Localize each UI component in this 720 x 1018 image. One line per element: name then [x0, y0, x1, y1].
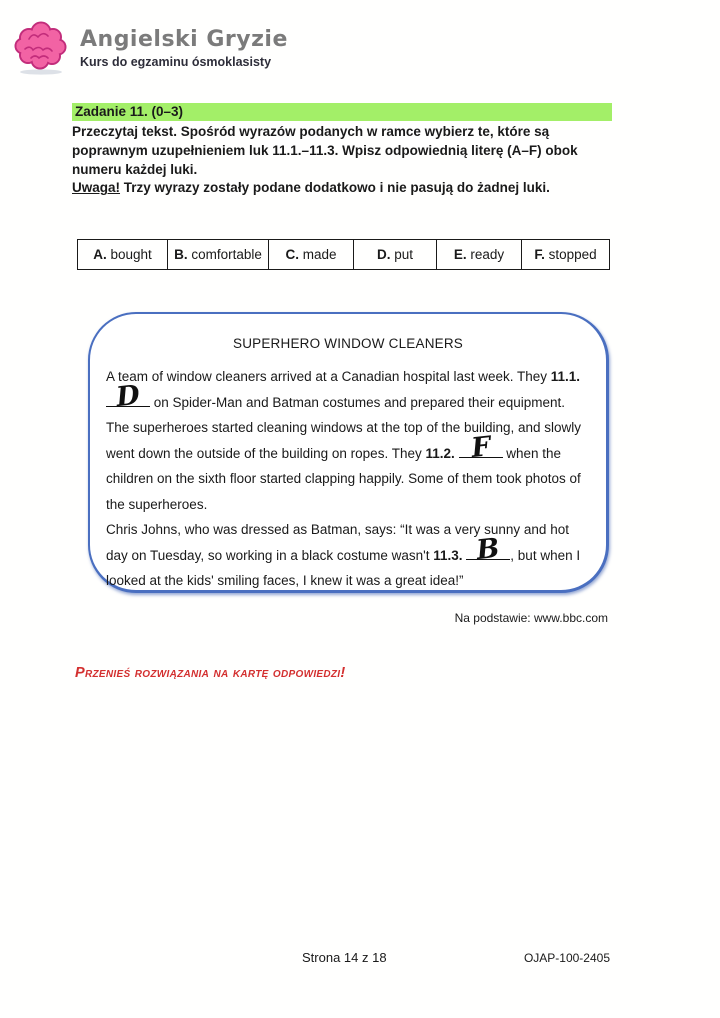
handwritten-answer: D — [114, 379, 142, 413]
option-letter: C. — [285, 247, 299, 262]
answer-blank[interactable] — [466, 532, 510, 566]
gap-label: 11.3. — [433, 547, 463, 563]
word-bank-row — [78, 240, 610, 270]
gap-label: 11.2. — [425, 445, 455, 461]
option-letter: D. — [376, 247, 391, 262]
option-word: bought — [106, 247, 152, 262]
word-bank-cell — [437, 240, 522, 270]
word-bank-table — [77, 239, 610, 270]
task-note — [72, 179, 612, 198]
option-word: stopped — [544, 247, 597, 262]
source-attribution: Na podstawie: www.bbc.com — [454, 611, 608, 625]
option-letter: A. — [93, 247, 107, 262]
passage-text: A team of window cleaners arrived at a Canadian hospital last week. They 11.1. D on Spider-Man and Batman costumes and prepared their equipment. The superheroes started cleaning windows at the top of the building, and slowly went down the outside of the building on ropes. They 11.2. F when the children on the sixth floor started clapping happily. Some of them took photos of the superheroes. Chris Johns, who was dressed as Batman, says: “It was a very sunny and hot day on Tuesday, so working in a black costume wasn't 11.3. B , but when I looked at the kids' smiling faces, I knew it was a great idea!” — [106, 369, 582, 588]
brand-text — [80, 27, 288, 69]
handwritten-answer: B — [475, 532, 502, 566]
brand-title: Angielski Gryzie — [80, 27, 288, 52]
option-word: put — [390, 247, 414, 262]
brand-tagline: Kurs do egzaminu ósmoklasisty — [80, 55, 272, 69]
option-letter: F. — [534, 247, 545, 262]
answer-blank[interactable] — [459, 430, 503, 464]
option-word: comfortable — [187, 247, 262, 262]
option-word: ready — [466, 247, 505, 262]
word-bank-cell — [78, 240, 168, 270]
word-bank-cell — [168, 240, 269, 270]
passage-box — [88, 312, 609, 593]
option-letter: B. — [174, 247, 188, 262]
word-bank-cell — [269, 240, 354, 270]
task-note-text: Trzy wyrazy zostały podane dodatkowo i nie pasują do żadnej luki. — [120, 180, 550, 196]
brain-icon — [14, 63, 70, 80]
task-note-label: Uwaga! — [72, 180, 121, 196]
passage-title: SUPERHERO WINDOW CLEANERS — [232, 336, 464, 351]
task-section — [72, 103, 612, 198]
answer-blank[interactable] — [106, 379, 150, 413]
word-bank-cell — [522, 240, 610, 270]
handwritten-answer: F — [469, 430, 492, 464]
transfer-answers-note: Przenieś rozwiązania na kartę odpowiedzi! — [75, 665, 346, 681]
word-bank-cell — [354, 240, 437, 270]
option-letter: E. — [453, 247, 467, 262]
exam-code: OJAP-100-2405 — [523, 951, 610, 965]
task-title: Zadanie 11. (0–3) — [72, 103, 612, 121]
page-number: Strona 14 z 18 — [302, 950, 387, 965]
task-instructions: Przeczytaj tekst. Spośród wyrazów podanych w ramce wybierz te, które są poprawnym uzupełnieniem luk 11.1.–11.3. Wpisz odpowiednią literę (A–F) obok numeru każdej luki. — [72, 124, 578, 177]
gap-label: 11.1. — [550, 369, 581, 384]
brand-logo — [14, 20, 70, 76]
option-word: made — [298, 247, 337, 262]
